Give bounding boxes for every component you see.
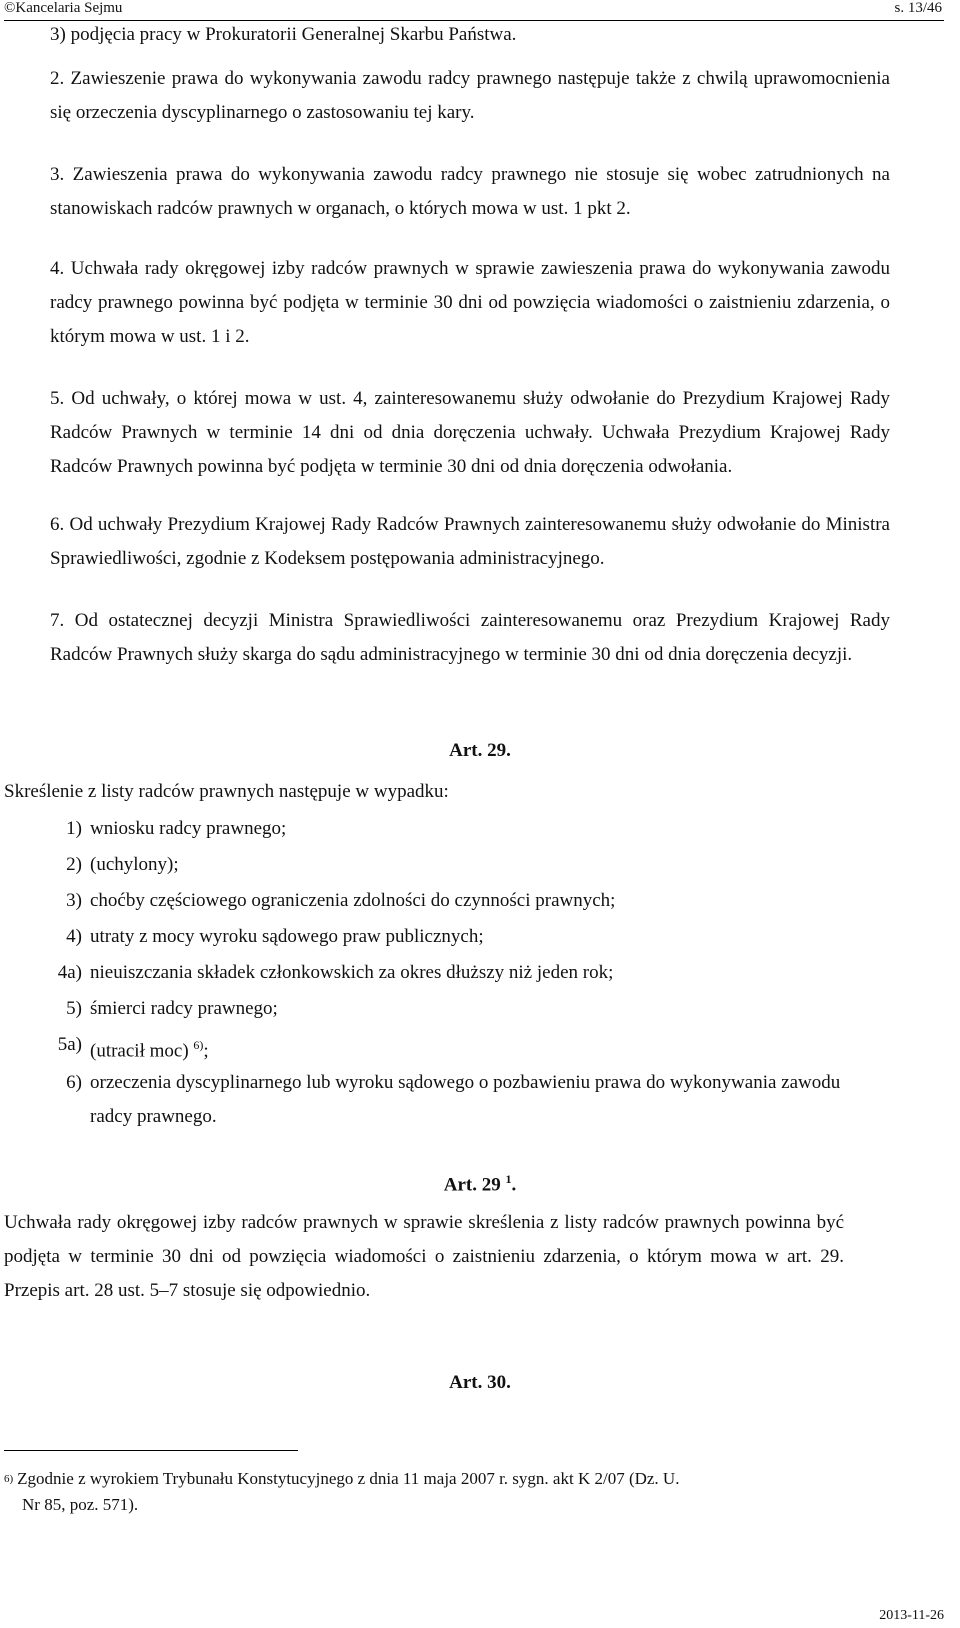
- list-item-number: 6): [66, 1072, 82, 1093]
- article-29-1-title-tail: .: [511, 1174, 517, 1196]
- article-29-intro: Skreślenie z listy radców prawnych następuje w wypadku:: [4, 781, 449, 802]
- paragraph-5: 5. Od uchwały, o której mowa w ust. 4, zainteresowanemu służy odwołanie do Prezydium Krajowej Rady Radców Prawnych w terminie 14 dni od dnia doręczenia uchwały. Uchwała Prezydium Krajowej Rady Radców Prawnych powinna być podjęta w terminie 30 dni od dnia doręczenia odwołania.: [50, 388, 890, 477]
- list-item-number: 5a): [57, 1034, 82, 1055]
- footnote-reference[interactable]: 6): [193, 1038, 204, 1052]
- paragraph-item-3: 3) podjęcia pracy w Prokuratorii Generalnej Skarbu Państwa.: [50, 24, 517, 45]
- footnote: [4, 1466, 884, 1518]
- paragraph-7: 7. Od ostatecznej decyzji Ministra Sprawiedliwości zainteresowanemu oraz Prezydium Krajowej Rady Radców Prawnych służy skarga do sądu administracyjnego w terminie 30 dni od dnia doręczenia decyzji.: [50, 610, 890, 665]
- paragraph-3: 3. Zawieszenia prawa do wykonywania zawodu radcy prawnego nie stosuje się wobec zatrudnionych na stanowiskach radców prawnych w organach, o których mowa w ust. 1 pkt 2.: [50, 164, 890, 219]
- list-item-number: 4): [66, 926, 82, 947]
- article-29-1-title: [0, 1172, 960, 1196]
- list-item-text: nieuiszczania składek członkowskich za okres dłuższy niż jeden rok;: [90, 962, 614, 983]
- list-item-text: wniosku radcy prawnego;: [90, 818, 287, 839]
- article-29-1-text: Uchwała rady okręgowej izby radców prawnych w sprawie skreślenia z listy radców prawnych powinna być podjęta w terminie 30 dni od powzięcia wiadomości o zaistnieniu zdarzenia, o którym mowa w art. 29. Przepis art. 28 ust. 5–7 stosuje się odpowiednio.: [4, 1212, 844, 1301]
- list-item-number: 5): [66, 998, 82, 1019]
- article-30-title: Art. 30.: [449, 1372, 511, 1393]
- list-item-number: 3): [66, 890, 82, 911]
- article-29-1-superscript: 1: [505, 1172, 512, 1186]
- list-item-text: (uchylony);: [90, 854, 179, 875]
- footnote-number: 6): [4, 1473, 14, 1485]
- footnote-line-2: Nr 85, poz. 571).: [22, 1495, 139, 1514]
- footnote-line-1: Zgodnie z wyrokiem Trybunału Konstytucyjnego z dnia 11 maja 2007 r. sygn. akt K 2/07 (Dz. U.: [17, 1469, 680, 1488]
- article-29-title: Art. 29.: [449, 740, 511, 761]
- list-item-text: śmierci radcy prawnego;: [90, 998, 278, 1019]
- list-item-number: 4a): [57, 962, 82, 983]
- list-item-text-tail: ;: [203, 1040, 209, 1062]
- list-item-text: orzeczenia dyscyplinarnego lub wyroku sądowego o pozbawieniu prawa do wykonywania zawodu radcy prawnego.: [90, 1072, 841, 1127]
- header-page-number: s. 13/46: [894, 0, 942, 16]
- paragraph-2: 2. Zawieszenie prawa do wykonywania zawodu radcy prawnego następuje także z chwilą uprawomocnienia się orzeczenia dyscyplinarnego o zastosowaniu tej kary.: [50, 68, 890, 123]
- article-29-1-title-text: Art. 29: [443, 1174, 501, 1196]
- header-publisher: ©Kancelaria Sejmu: [4, 0, 123, 16]
- list-item-number: 1): [66, 818, 82, 839]
- footnote-line-1-group: [4, 1466, 884, 1492]
- list-item-text: (utracił moc): [90, 1040, 189, 1062]
- footnote-separator: [4, 1450, 298, 1451]
- list-item-text: choćby częściowego ograniczenia zdolności do czynności prawnych;: [90, 890, 616, 911]
- list-item-text: utraty z mocy wyroku sądowego praw publicznych;: [90, 926, 484, 947]
- list-item-number: 2): [66, 854, 82, 875]
- paragraph-4: 4. Uchwała rady okręgowej izby radców prawnych w sprawie zawieszenia prawa do wykonywania zawodu radcy prawnego powinna być podjęta w terminie 30 dni od powzięcia wiadomości o zaistnieniu zdarzenia, o którym mowa w ust. 1 i 2.: [50, 258, 890, 347]
- list-item-text-group: [90, 1028, 880, 1068]
- paragraph-6: 6. Od uchwały Prezydium Krajowej Rady Radców Prawnych zainteresowanemu służy odwołanie do Ministra Sprawiedliwości, zgodnie z Kodeksem postępowania administracyjnego.: [50, 514, 890, 569]
- footer-date: 2013-11-26: [879, 1608, 944, 1623]
